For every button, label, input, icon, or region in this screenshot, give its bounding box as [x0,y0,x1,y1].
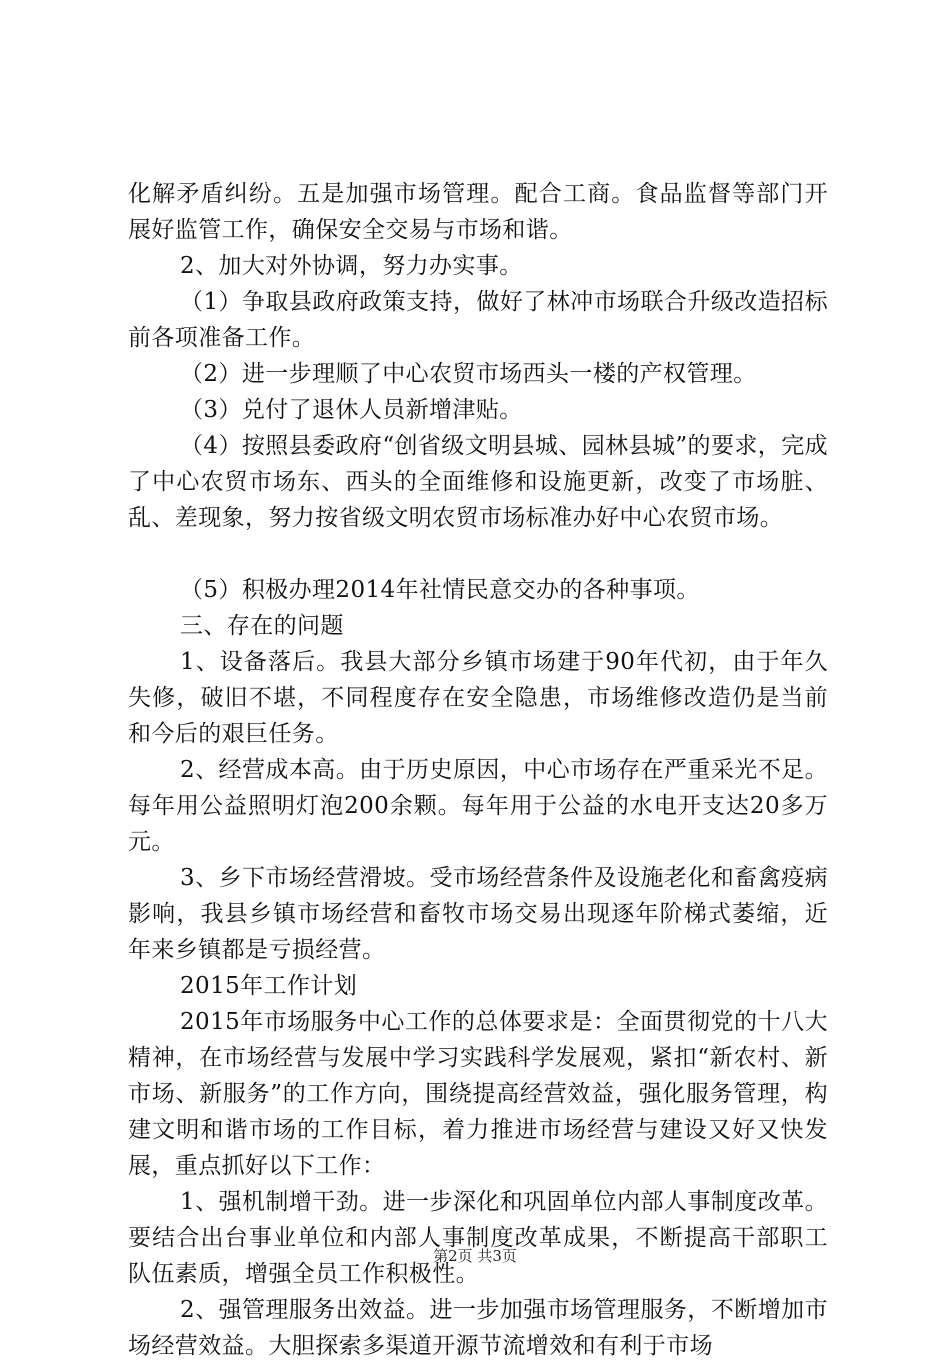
paragraph-11: 2015年市场服务中心工作的总体要求是：全面贯彻党的十八大精神，在市场经营与发展中学习实践科学发展观，紧扣“新农村、新市场、新服务”的工作方向，围绕提高经营效益，强化服务管理，构建文明和谐市场的工作目标，着力推进市场经营与建设又好又快发展，重点抓好以下工作： [128,1009,828,1179]
page-footer: 第2页 共3页 [433,1247,517,1265]
paragraph-7: （5）积极办理2014年社情民意交办的各种事项。 [180,577,700,603]
paragraph-10: 3、乡下市场经营滑坡。受市场经营条件及设施老化和畜禽疫病影响，我县乡镇市场经营和畜牧市场交易出现逐年阶梯式萎缩，近年来乡镇都是亏损经营。 [128,865,828,963]
paragraph-3: （1）争取县政府政策支持，做好了林冲市场联合升级改造招标前各项准备工作。 [128,289,828,351]
paragraph-4: （2）进一步理顺了中心农贸市场西头一楼的产权管理。 [180,361,757,387]
section-heading-problems: 三、存在的问题 [180,613,344,639]
paragraph-8: 1、设备落后。我县大部分乡镇市场建于90年代初，由于年久失修，破旧不堪，不同程度存在安全隐患，市场维修改造仍是当前和今后的艰巨任务。 [128,649,828,747]
paragraph-1: 化解矛盾纠纷。五是加强市场管理。配合工商。食品监督等部门开展好监管工作，确保安全交易与市场和谐。 [128,181,828,243]
paragraph-6: （4）按照县委政府“创省级文明县城、园林县城”的要求，完成了中心农贸市场东、西头的全面维修和设施更新，改变了市场脏、乱、差现象，努力按省级文明农贸市场标准办好中心农贸市场。 [128,433,828,531]
paragraph-12: 1、强机制增干劲。进一步深化和巩固单位内部人事制度改革。要结合出台事业单位和内部人事制度改革成果，不断提高干部职工队伍素质，增强全员工作积极性。 [128,1189,828,1287]
paragraph-13: 2、强管理服务出效益。进一步加强市场管理服务，不断增加市场经营效益。大胆探索多渠道开源节流增效和有利于市场 [128,1297,828,1359]
paragraph-5: （3）兑付了退休人员新增津贴。 [180,397,523,423]
paragraph-2: 2、加大对外协调，努力办实事。 [180,253,523,279]
paragraph-9: 2、经营成本高。由于历史原因，中心市场存在严重采光不足。每年用公益照明灯泡200余颗。每年用于公益的水电开支达20多万元。 [128,757,828,855]
section-heading-plan: 2015年工作计划 [180,973,358,999]
